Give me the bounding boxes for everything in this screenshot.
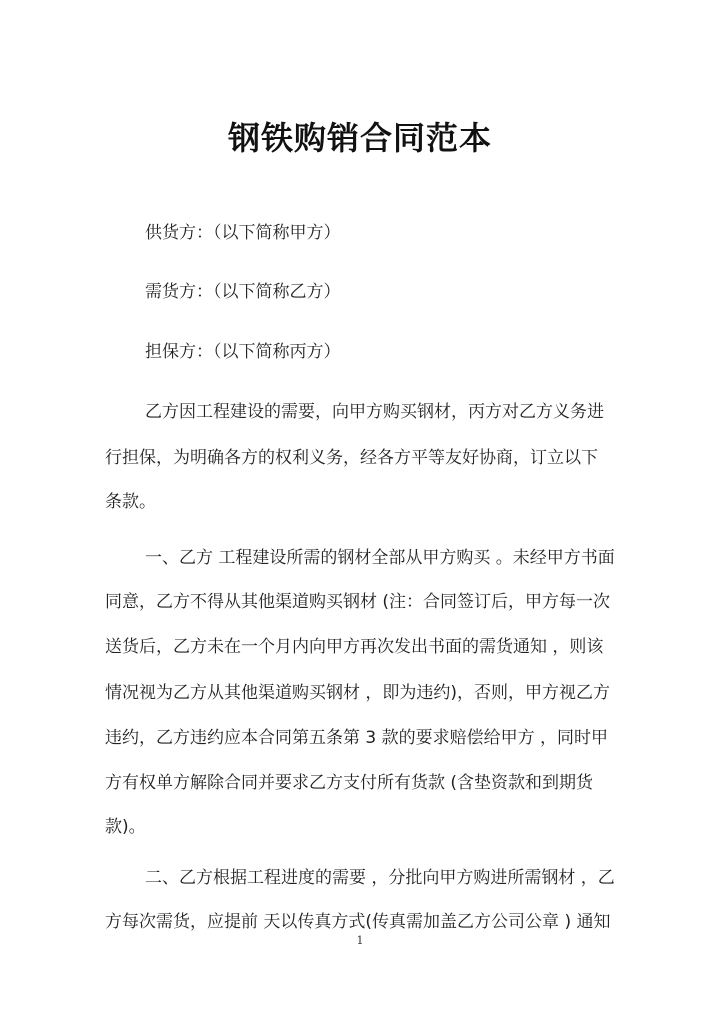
party-guarantor: [145, 340, 341, 364]
party-value: （以下简称乙方）: [213, 282, 341, 302]
text-line: 条款。: [105, 492, 156, 512]
text-line: 一、乙方 工程建设所需的钢材全部从甲方购买 。未经甲方书面: [145, 548, 615, 568]
text-line: 款)。: [105, 817, 146, 837]
text-line: 方每次需货，应提前 天以传真方式(传真需加盖乙方公司公章 ) 通知: [105, 912, 611, 932]
text-line: 违约，乙方违约应本合同第五条第 3 款的要求赔偿给甲方 ，同时甲: [105, 728, 609, 748]
party-buyer: [145, 280, 341, 304]
text-line: 方有权单方解除合同并要求乙方支付所有货款 (含垫资款和到期货: [105, 773, 594, 793]
text-line: 同意，乙方不得从其他渠道购买钢材 (注：合同签订后，甲方每一次: [105, 592, 611, 612]
document-title: 钢铁购销合同范本: [227, 119, 492, 157]
party-label: 担保方：: [145, 342, 213, 362]
party-supplier: [145, 221, 341, 245]
text-line: 乙方因工程建设的需要，向甲方购买钢材，丙方对乙方义务进: [145, 402, 604, 422]
page-number: 1: [356, 934, 364, 947]
text-line: 二、乙方根据工程进度的需要 ，分批向甲方购进所需钢材 ，乙: [145, 868, 615, 888]
text-line: 情况视为乙方从其他渠道购买钢材 ，即为违约)，否则，甲方视乙方: [105, 683, 611, 703]
party-value: （以下简称丙方）: [213, 342, 341, 362]
party-label: 需货方：: [145, 282, 213, 302]
party-label: 供货方：: [145, 223, 213, 243]
text-line: 送货后，乙方未在一个月内向甲方再次发出书面的需货通知 ，则该: [105, 637, 604, 657]
party-value: （以下简称甲方）: [213, 223, 341, 243]
text-line: 行担保，为明确各方的权利义务，经各方平等友好协商，订立以下: [105, 448, 598, 468]
